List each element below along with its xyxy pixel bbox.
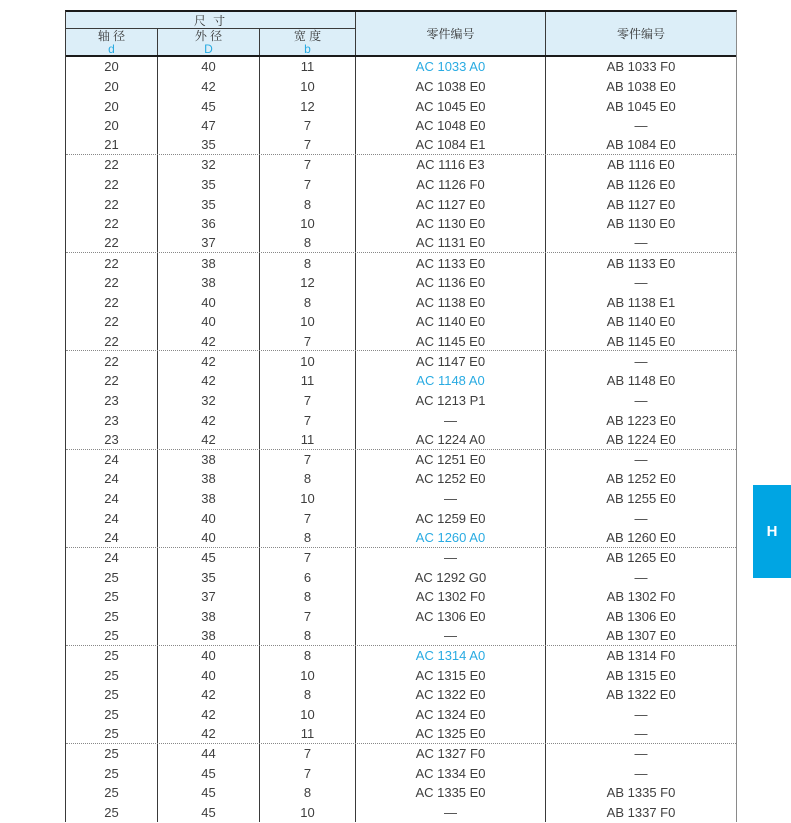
- table-cell-b: 7: [260, 410, 356, 430]
- table-cell-d: 25: [66, 685, 158, 705]
- table-cell-ac: AC 1116 E3: [356, 155, 546, 175]
- table-cell-D: 45: [158, 96, 260, 116]
- table-cell-ac: AC 1335 E0: [356, 783, 546, 803]
- table-row: [66, 77, 736, 97]
- table-cell-d: 25: [66, 705, 158, 725]
- table-cell-ac: AC 1048 E0: [356, 116, 546, 136]
- table-cell-d: 23: [66, 410, 158, 430]
- table-cell-D: 38: [158, 450, 260, 470]
- table-cell-ac: AC 1045 E0: [356, 96, 546, 116]
- table-cell-b: 7: [260, 607, 356, 627]
- table-cell-d: 22: [66, 175, 158, 195]
- table-cell-ac: AC 1213 P1: [356, 391, 546, 411]
- table-cell-d: 22: [66, 293, 158, 313]
- table-cell-d: 22: [66, 214, 158, 234]
- table-cell-b: 8: [260, 528, 356, 547]
- table-cell-d: 25: [66, 744, 158, 764]
- table-cell-ac: AC 1127 E0: [356, 194, 546, 214]
- table-cell-b: 7: [260, 332, 356, 351]
- table-cell-ac: —: [356, 548, 546, 568]
- table-row: [66, 253, 736, 273]
- header-dimensions-group: 尺 寸: [66, 12, 356, 29]
- table-cell-b: 7: [260, 155, 356, 175]
- table-cell-b: 7: [260, 548, 356, 568]
- table-cell-D: 38: [158, 469, 260, 489]
- table-cell-D: 40: [158, 528, 260, 547]
- table-cell-b: 8: [260, 646, 356, 666]
- header-shaft-diameter-symbol: d: [108, 41, 115, 56]
- table-cell-D: 42: [158, 371, 260, 391]
- table-cell-b: 11: [260, 371, 356, 391]
- table-row: [66, 371, 736, 391]
- table-row: [66, 764, 736, 784]
- table-cell-ac: AC 1327 F0: [356, 744, 546, 764]
- table-cell-ac: AC 1131 E0: [356, 234, 546, 253]
- table-cell-b: 7: [260, 116, 356, 136]
- table-cell-ab: AB 1255 E0: [606, 491, 676, 507]
- table-row: [66, 646, 736, 666]
- table-cell-ab: —: [634, 706, 648, 722]
- table-body: [66, 57, 736, 822]
- table-cell-b: 10: [260, 351, 356, 371]
- table-cell-d: 25: [66, 587, 158, 607]
- table-cell-D: 40: [158, 293, 260, 313]
- table-cell-D: 32: [158, 155, 260, 175]
- table-cell-b: 8: [260, 626, 356, 645]
- table-cell-d: 25: [66, 764, 158, 784]
- table-cell-ab: AB 1260 E0: [606, 529, 676, 545]
- table-cell-d: 24: [66, 508, 158, 528]
- table-cell-ac: AC 1138 E0: [356, 293, 546, 313]
- table-cell-d: 23: [66, 430, 158, 449]
- table-cell-ac: —: [356, 626, 546, 645]
- table-cell-ab: —: [634, 726, 648, 742]
- table-row: [66, 293, 736, 313]
- table-row: [66, 57, 736, 77]
- table-cell-ab: —: [634, 510, 648, 526]
- table-cell-d: 20: [66, 57, 158, 77]
- table-cell-ab: —: [634, 569, 648, 585]
- table-cell-b: 10: [260, 214, 356, 234]
- table-cell-b: 10: [260, 312, 356, 332]
- table-row: [66, 587, 736, 607]
- table-cell-D: 38: [158, 626, 260, 645]
- table-cell-ab: AB 1314 F0: [606, 648, 676, 664]
- table-cell-b: 7: [260, 508, 356, 528]
- table-row: [66, 450, 736, 470]
- header-outer-diameter-label: 外 径: [194, 28, 223, 43]
- table-cell-D: 37: [158, 587, 260, 607]
- table-cell-d: 22: [66, 351, 158, 371]
- section-tab-h: [753, 485, 791, 578]
- table-cell-ac: AC 1147 E0: [356, 351, 546, 371]
- table-cell-b: 7: [260, 175, 356, 195]
- table-cell-D: 42: [158, 410, 260, 430]
- table-row: [66, 96, 736, 116]
- table-cell-ab: AB 1130 E0: [606, 216, 676, 232]
- table-cell-D: 45: [158, 803, 260, 823]
- table-cell-ab: AB 1335 F0: [606, 785, 676, 801]
- table-cell-d: 22: [66, 273, 158, 293]
- table-cell-ac: AC 1302 F0: [356, 587, 546, 607]
- table-cell-D: 42: [158, 77, 260, 97]
- table-cell-ab: AB 1148 E0: [606, 373, 676, 389]
- table-cell-ab: —: [634, 118, 648, 134]
- table-cell-D: 42: [158, 705, 260, 725]
- table-cell-D: 45: [158, 783, 260, 803]
- table-cell-d: 20: [66, 116, 158, 136]
- table-cell-ac: AC 1130 E0: [356, 214, 546, 234]
- table-row: [66, 528, 736, 548]
- table-cell-ac: —: [356, 489, 546, 509]
- table-cell-b: 8: [260, 685, 356, 705]
- table-cell-d: 20: [66, 96, 158, 116]
- table-row: [66, 469, 736, 489]
- table-row: [66, 273, 736, 293]
- table-cell-D: 35: [158, 194, 260, 214]
- table-cell-D: 42: [158, 685, 260, 705]
- table-cell-D: 42: [158, 351, 260, 371]
- table-cell-D: 47: [158, 116, 260, 136]
- table-row: [66, 567, 736, 587]
- table-row: [66, 351, 736, 371]
- table-cell-ab: AB 1322 E0: [606, 687, 676, 703]
- table-cell-b: 8: [260, 469, 356, 489]
- table-cell-ab: AB 1307 E0: [606, 627, 676, 643]
- table-cell-ac: AC 1334 E0: [356, 764, 546, 784]
- table-cell-ac: AC 1306 E0: [356, 607, 546, 627]
- table-cell-d: 25: [66, 607, 158, 627]
- table-cell-D: 42: [158, 724, 260, 743]
- table-cell-ac: AC 1145 E0: [356, 332, 546, 351]
- table-cell-b: 12: [260, 273, 356, 293]
- table-cell-ac: AC 1292 G0: [356, 567, 546, 587]
- table-cell-b: 8: [260, 783, 356, 803]
- table-cell-b: 8: [260, 293, 356, 313]
- table-cell-ac: AC 1148 A0: [356, 371, 546, 391]
- table-row: [66, 665, 736, 685]
- table-cell-d: 25: [66, 783, 158, 803]
- table-cell-D: 35: [158, 567, 260, 587]
- table-cell-b: 7: [260, 764, 356, 784]
- table-cell-b: 12: [260, 96, 356, 116]
- table-cell-ab: —: [634, 746, 648, 762]
- table-row: [66, 724, 736, 744]
- table-cell-ab: —: [634, 392, 648, 408]
- table-cell-D: 32: [158, 391, 260, 411]
- table-cell-ab: —: [634, 275, 648, 291]
- table-cell-ac: AC 1324 E0: [356, 705, 546, 725]
- table-row: [66, 391, 736, 411]
- table-cell-d: 22: [66, 253, 158, 273]
- table-cell-D: 40: [158, 312, 260, 332]
- table-cell-ab: AB 1033 F0: [606, 59, 676, 75]
- table-cell-ab: AB 1306 E0: [606, 608, 676, 624]
- table-cell-d: 23: [66, 391, 158, 411]
- table-cell-ab: AB 1133 E0: [606, 255, 676, 271]
- table-row: [66, 626, 736, 646]
- table-cell-ac: AC 1126 F0: [356, 175, 546, 195]
- table-cell-b: 10: [260, 803, 356, 823]
- table-cell-D: 38: [158, 607, 260, 627]
- table-cell-ab: AB 1223 E0: [606, 412, 676, 428]
- header-outer-diameter-symbol: D: [204, 41, 213, 56]
- table-row: [66, 234, 736, 254]
- table-row: [66, 194, 736, 214]
- table-cell-ac: AC 1252 E0: [356, 469, 546, 489]
- table-cell-b: 10: [260, 77, 356, 97]
- table-cell-d: 25: [66, 567, 158, 587]
- parts-table: [65, 10, 737, 822]
- table-cell-ab: AB 1116 E0: [607, 157, 675, 173]
- table-cell-ab: AB 1084 E0: [606, 137, 676, 153]
- table-cell-ac: AC 1260 A0: [356, 528, 546, 547]
- header-width-label: 宽 度: [293, 28, 322, 43]
- table-row: [66, 489, 736, 509]
- header-shaft-diameter-label: 轴 径: [97, 28, 126, 43]
- table-cell-ac: AC 1251 E0: [356, 450, 546, 470]
- table-cell-D: 37: [158, 234, 260, 253]
- table-row: [66, 783, 736, 803]
- table-cell-ac: AC 1314 A0: [356, 646, 546, 666]
- table-row: [66, 803, 736, 823]
- table-cell-ac: AC 1322 E0: [356, 685, 546, 705]
- table-cell-b: 7: [260, 450, 356, 470]
- table-cell-ab: —: [634, 451, 648, 467]
- table-cell-ab: AB 1224 E0: [606, 431, 676, 447]
- header-width-symbol: b: [304, 41, 311, 56]
- table-cell-D: 40: [158, 646, 260, 666]
- table-cell-ab: AB 1302 F0: [606, 589, 676, 605]
- table-cell-ac: AC 1325 E0: [356, 724, 546, 743]
- table-cell-d: 24: [66, 548, 158, 568]
- table-cell-ac: AC 1315 E0: [356, 665, 546, 685]
- table-row: [66, 175, 736, 195]
- table-row: [66, 685, 736, 705]
- table-cell-d: 24: [66, 450, 158, 470]
- table-cell-ac: AC 1133 E0: [356, 253, 546, 273]
- table-cell-d: 22: [66, 332, 158, 351]
- table-cell-ac: AC 1259 E0: [356, 508, 546, 528]
- table-cell-ac: —: [356, 803, 546, 823]
- table-cell-ab: —: [634, 765, 648, 781]
- table-cell-ab: AB 1252 E0: [606, 471, 676, 487]
- table-cell-D: 35: [158, 175, 260, 195]
- table-cell-d: 22: [66, 194, 158, 214]
- table-cell-d: 22: [66, 312, 158, 332]
- table-cell-d: 25: [66, 665, 158, 685]
- table-cell-ab: AB 1337 F0: [606, 805, 676, 821]
- table-cell-b: 7: [260, 391, 356, 411]
- table-row: [66, 312, 736, 332]
- table-cell-d: 22: [66, 155, 158, 175]
- table-row: [66, 607, 736, 627]
- table-cell-D: 40: [158, 57, 260, 77]
- table-cell-d: 22: [66, 234, 158, 253]
- table-cell-D: 40: [158, 665, 260, 685]
- header-part-number-ab: 零件编号: [616, 27, 665, 41]
- header-part-number-ac: 零件编号: [356, 12, 546, 55]
- table-cell-b: 10: [260, 489, 356, 509]
- table-cell-b: 8: [260, 234, 356, 253]
- table-cell-ac: AC 1033 A0: [356, 57, 546, 77]
- table-cell-b: 10: [260, 705, 356, 725]
- table-cell-ac: AC 1140 E0: [356, 312, 546, 332]
- table-row: [66, 214, 736, 234]
- header-outer-diameter: [158, 29, 260, 55]
- table-cell-ac: AC 1038 E0: [356, 77, 546, 97]
- table-cell-ab: AB 1127 E0: [606, 196, 676, 212]
- header-shaft-diameter: [66, 29, 158, 55]
- table-cell-ab: AB 1145 E0: [606, 333, 676, 349]
- table-cell-ac: AC 1084 E1: [356, 136, 546, 155]
- table-cell-b: 8: [260, 194, 356, 214]
- table-cell-b: 11: [260, 430, 356, 449]
- table-cell-b: 6: [260, 567, 356, 587]
- section-tab-label: H: [766, 523, 778, 540]
- table-cell-D: 40: [158, 508, 260, 528]
- table-row: [66, 744, 736, 764]
- table-row: [66, 410, 736, 430]
- table-cell-D: 45: [158, 764, 260, 784]
- table-cell-D: 38: [158, 489, 260, 509]
- table-row: [66, 155, 736, 175]
- table-cell-b: 8: [260, 587, 356, 607]
- table-row: [66, 430, 736, 450]
- table-cell-ab: AB 1045 E0: [606, 98, 676, 114]
- table-cell-b: 11: [260, 724, 356, 743]
- table-row: [66, 116, 736, 136]
- table-row: [66, 508, 736, 528]
- table-row: [66, 332, 736, 352]
- table-cell-b: 7: [260, 136, 356, 155]
- table-cell-d: 24: [66, 528, 158, 547]
- table-cell-d: 24: [66, 489, 158, 509]
- table-header: [66, 12, 736, 57]
- table-cell-ab: —: [634, 353, 648, 369]
- table-cell-d: 20: [66, 77, 158, 97]
- table-cell-D: 44: [158, 744, 260, 764]
- table-cell-ab: AB 1138 E1: [606, 294, 676, 310]
- table-cell-D: 42: [158, 332, 260, 351]
- table-cell-d: 22: [66, 371, 158, 391]
- table-row: [66, 136, 736, 156]
- table-cell-d: 25: [66, 646, 158, 666]
- table-row: [66, 548, 736, 568]
- table-cell-ab: —: [634, 235, 648, 251]
- table-cell-d: 21: [66, 136, 158, 155]
- table-cell-ab: AB 1126 E0: [606, 177, 676, 193]
- table-cell-ac: AC 1224 A0: [356, 430, 546, 449]
- table-cell-ab: AB 1038 E0: [606, 78, 676, 94]
- table-cell-b: 7: [260, 744, 356, 764]
- table-cell-ab: AB 1315 E0: [606, 667, 676, 683]
- table-cell-D: 38: [158, 273, 260, 293]
- table-cell-b: 11: [260, 57, 356, 77]
- table-cell-ab: AB 1140 E0: [606, 314, 676, 330]
- header-width: [260, 29, 356, 55]
- table-cell-d: 25: [66, 626, 158, 645]
- table-cell-ac: AC 1136 E0: [356, 273, 546, 293]
- table-cell-D: 35: [158, 136, 260, 155]
- table-cell-D: 42: [158, 430, 260, 449]
- table-cell-D: 45: [158, 548, 260, 568]
- table-cell-D: 38: [158, 253, 260, 273]
- table-cell-d: 25: [66, 724, 158, 743]
- table-cell-ab: AB 1265 E0: [606, 549, 676, 565]
- table-cell-ac: —: [356, 410, 546, 430]
- table-cell-d: 24: [66, 469, 158, 489]
- table-cell-D: 36: [158, 214, 260, 234]
- table-cell-b: 8: [260, 253, 356, 273]
- table-cell-b: 10: [260, 665, 356, 685]
- table-row: [66, 705, 736, 725]
- table-cell-d: 25: [66, 803, 158, 823]
